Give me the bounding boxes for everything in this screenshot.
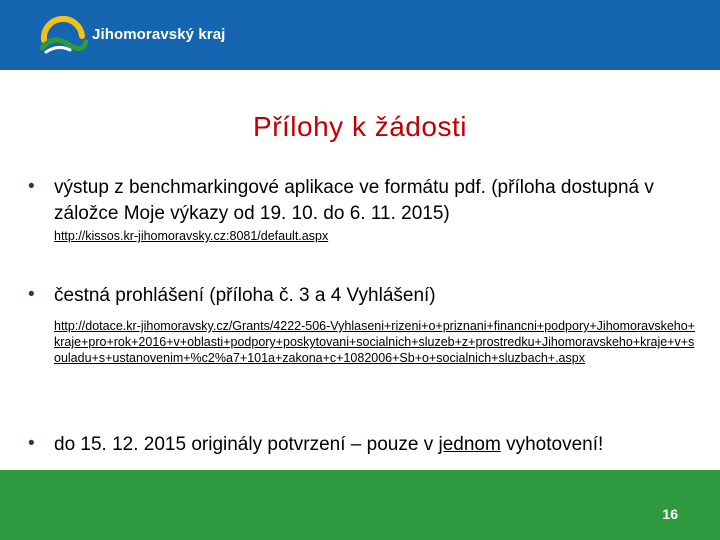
bullet-marker: • <box>28 433 35 454</box>
page-number: 16 <box>662 506 678 522</box>
slide-title: Přílohy k žádosti <box>253 111 467 142</box>
bullet-text-3-end: vyhotovení! <box>500 434 604 455</box>
footer-bar <box>0 470 720 540</box>
bullet-marker: • <box>28 176 35 197</box>
brand-name: Jihomoravský kraj <box>92 26 226 43</box>
bullet-text-3-emphasis: jednom <box>438 434 501 455</box>
bullet-text-3-start: do 15. 12. 2015 originály potvrzení – pouze v <box>54 434 439 455</box>
header-bar <box>0 0 720 70</box>
bullet-text-1: výstup z benchmarkingové aplikace ve formátu pdf. (příloha dostupná v záložce Moje výkazy od 19. 10. do 6. 11. 2015) <box>54 177 654 224</box>
bullet-marker: • <box>28 284 35 305</box>
jihomoravsky-kraj-logo-icon <box>38 14 88 56</box>
kissos-link[interactable]: http://kissos.kr-jihomoravsky.cz:8081/default.aspx <box>54 229 329 243</box>
bullet-text-3 <box>54 432 694 458</box>
bullet-text-2: čestná prohlášení (příloha č. 3 a 4 Vyhlášení) <box>54 285 436 306</box>
dotace-link[interactable]: http://dotace.kr-jihomoravsky.cz/Grants/4222-506-Vyhlaseni+rizeni+o+priznani+financni+podpory+Jihomoravskeho+kraje+pro+rok+2016+v+oblasti+podpory+poskytovani+socialnich+sluzeb+z+prostredku+Jihomoravskeho+kraje+v+souladu+s+ustanovenim+%c2%a7+101a+zakona+c+1082006+Sb+o+socialnich+sluzbach+.aspx <box>54 319 695 365</box>
